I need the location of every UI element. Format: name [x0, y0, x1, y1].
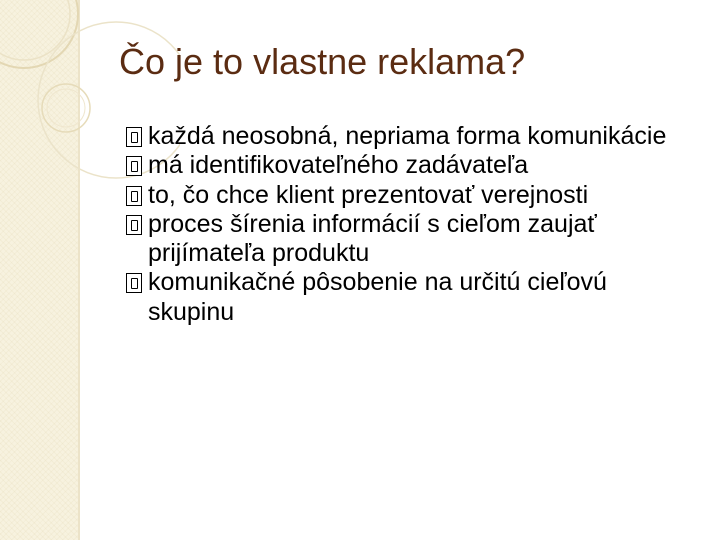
- bullet-item: [126, 181, 686, 210]
- bullet-text: každá neosobná, nepriama forma komunikácie: [148, 122, 667, 150]
- missing-glyph-box-icon: [126, 186, 142, 206]
- slide-title: Čo je to vlastne reklama?: [119, 41, 526, 82]
- ornament-circle-small-inner: [47, 89, 85, 127]
- bullet-text: to, čo chce klient prezentovať verejnosti: [148, 180, 589, 209]
- bullet-text: má identifikovateľného zadávateľa: [148, 151, 529, 180]
- bullet-text: komunikačné pôsobenie na určitú cieľovú skupinu: [148, 268, 607, 326]
- bullet-text: proces šírenia informácií s cieľom zaujať prijímateľa produktu: [148, 209, 597, 268]
- missing-glyph-box-icon: [126, 215, 142, 235]
- bullet-item: [126, 268, 686, 327]
- bullet-item: [126, 122, 686, 151]
- missing-glyph-box-icon: [126, 127, 142, 147]
- missing-glyph-box-icon: [126, 273, 142, 293]
- ornament-circle-small: [42, 84, 90, 132]
- bullet-list: [126, 122, 686, 327]
- bullet-item: [126, 210, 686, 269]
- bullet-item: [126, 151, 686, 180]
- missing-glyph-box-icon: [126, 156, 142, 176]
- ornament-circle-inner: [0, 0, 70, 60]
